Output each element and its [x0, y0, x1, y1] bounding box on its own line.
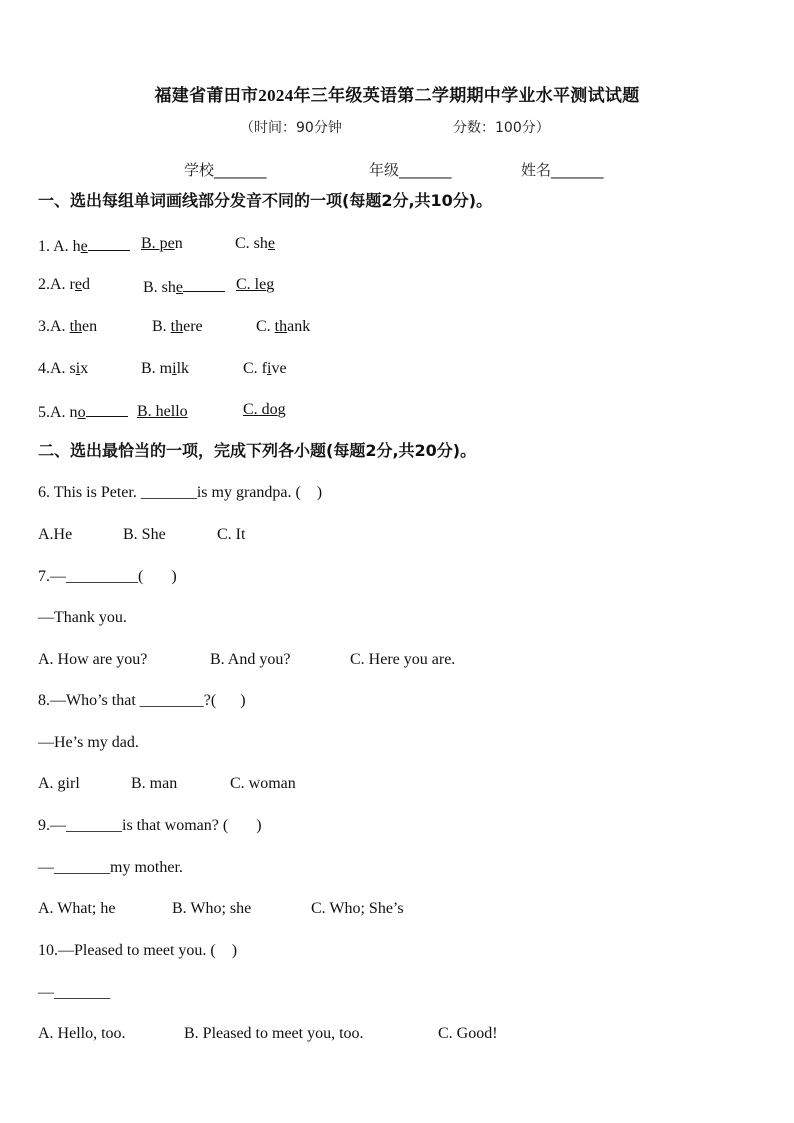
question-7-stem: 7.—_________( ): [38, 568, 177, 585]
question-9-option-a: A. What; he: [38, 900, 116, 917]
question-6-option-c: C. It: [217, 526, 246, 543]
question-4-option-c: C. five: [243, 360, 287, 377]
page-title: 福建省莆田市2024年三年级英语第二学期期中学业水平测试试题: [154, 86, 640, 105]
question-10-option-a: A. Hello, too.: [38, 1025, 126, 1042]
question-5-option-b: B. hello: [137, 403, 188, 420]
question-8-option-b: B. man: [131, 775, 178, 792]
question-9-option-c: C. Who; She’s: [311, 900, 404, 917]
question-7-option-b: B. And you?: [210, 651, 291, 668]
question-7-option-c: C. Here you are.: [350, 651, 456, 668]
question-6-option-b: B. She: [123, 526, 166, 543]
question-3-option-b: B. there: [152, 318, 203, 335]
question-5-option-c: C. dog: [243, 401, 286, 418]
question-6-option-a: A.He: [38, 526, 73, 543]
question-5-option-a: 5.A. no: [38, 400, 128, 423]
question-1-option-a: 1. A. he: [38, 234, 130, 257]
exam-time: （时间：90分钟: [240, 120, 342, 136]
section-1-heading: 一、选出每组单词画线部分发音不同的一项(每题2分,共10分)。: [38, 191, 493, 210]
section-2-heading: 二、选出最恰当的一项，完成下列各小题(每题2分,共20分)。: [38, 441, 477, 460]
question-10-stem: 10.—Pleased to meet you. ( ): [38, 942, 238, 959]
question-8-reply: —He’s my dad.: [38, 734, 139, 751]
question-1-option-b: B. pen: [141, 235, 183, 252]
question-10-option-b: B. Pleased to meet you, too.: [184, 1025, 364, 1042]
question-4-option-a: 4.A. six: [38, 360, 89, 377]
question-10-reply: —_______: [38, 984, 110, 1001]
question-9-reply: —_______my mother.: [38, 859, 183, 876]
question-6-stem: 6. This is Peter. _______is my grandpa. ( ): [38, 484, 323, 501]
question-9-stem: 9.—_______is that woman? ( ): [38, 817, 262, 834]
question-8-option-c: C. woman: [230, 775, 296, 792]
question-2-option-c: C. leg: [236, 276, 275, 293]
question-4-option-b: B. milk: [141, 360, 190, 377]
question-3-option-c: C. thank: [256, 318, 311, 335]
exam-score: 分数：100分）: [453, 120, 550, 136]
question-3-option-a: 3.A. then: [38, 318, 98, 335]
question-9-option-b: B. Who; she: [172, 900, 252, 917]
question-8-option-a: A. girl: [38, 775, 80, 792]
question-8-stem: 8.—Who’s that ________?( ): [38, 692, 246, 709]
question-7-reply: —Thank you.: [38, 609, 127, 626]
question-2-option-b: B. she: [143, 275, 225, 298]
question-2-option-a: 2.A. red: [38, 276, 90, 293]
name-field: 姓名_______: [521, 161, 604, 179]
question-10-option-c: C. Good!: [438, 1025, 498, 1042]
grade-field: 年级_______: [369, 161, 452, 179]
school-field: 学校_______: [184, 161, 267, 179]
question-1-option-c: C. she: [235, 235, 276, 252]
question-7-option-a: A. How are you?: [38, 651, 148, 668]
